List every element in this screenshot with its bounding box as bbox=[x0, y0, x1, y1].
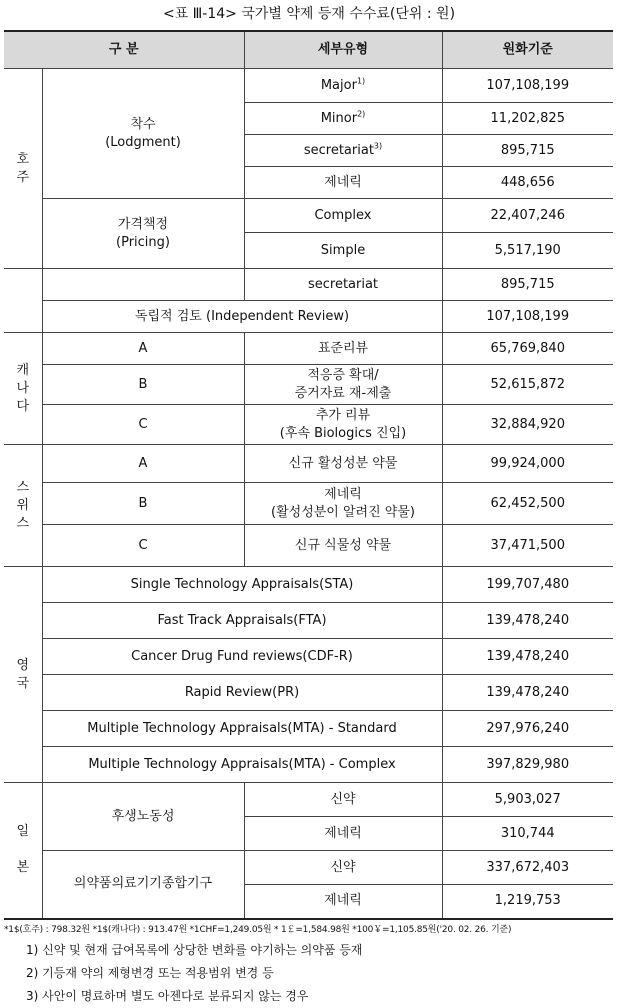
country-uk: 영 국 bbox=[4, 567, 42, 783]
value-cell: 448,656 bbox=[442, 167, 613, 199]
japan-pmda-label: 의약품의료기기종합기구 bbox=[42, 851, 244, 919]
fee-table bbox=[4, 30, 613, 920]
subtype-cell: 신약 bbox=[244, 783, 442, 817]
uk-appraisal-label: Multiple Technology Appraisals(MTA) - Standard bbox=[42, 711, 442, 747]
blank-cell bbox=[42, 269, 244, 301]
value-cell: 139,478,240 bbox=[442, 639, 613, 675]
subtype-cell: Minor$^{2)}$ bbox=[244, 103, 442, 135]
table-caption: <표 Ⅲ-14> 국가별 약제 등재 수수료(단위 : 원) bbox=[162, 6, 456, 22]
value-cell: 297,976,240 bbox=[442, 711, 613, 747]
uk-appraisal-label: Single Technology Appraisals(STA) bbox=[42, 567, 442, 603]
value-cell: 22,407,246 bbox=[442, 199, 613, 233]
subtype-cell: 신규 활성성분 약물 bbox=[244, 445, 442, 483]
subtype-cell: 신약 bbox=[244, 851, 442, 885]
value-cell: 895,715 bbox=[442, 135, 613, 167]
header-subtype: 세부유형 bbox=[244, 31, 442, 69]
header-krw: 원화기준 bbox=[442, 31, 613, 69]
country-canada: 캐 나 다 bbox=[4, 333, 42, 445]
value-cell: 11,202,825 bbox=[442, 103, 613, 135]
category-cell: A bbox=[42, 445, 244, 483]
value-cell: 62,452,500 bbox=[442, 483, 613, 525]
subtype-cell: 표준리뷰 bbox=[244, 333, 442, 365]
independent-review-label: 독립적 검토 (Independent Review) bbox=[42, 301, 442, 333]
country-blank bbox=[4, 269, 42, 333]
subtype-cell: secretariat$^{3)}$ bbox=[244, 135, 442, 167]
subtype-cell: Complex bbox=[244, 199, 442, 233]
subtype-cell: 추가 리뷰 (후속 Biologics 진입) bbox=[244, 405, 442, 445]
category-cell: C bbox=[42, 405, 244, 445]
category-cell: A bbox=[42, 333, 244, 365]
value-cell: 5,903,027 bbox=[442, 783, 613, 817]
value-cell: 65,769,840 bbox=[442, 333, 613, 365]
value-cell: 52,615,872 bbox=[442, 365, 613, 405]
australia-lodgment-label: 착수 (Lodgment) bbox=[42, 69, 244, 199]
subtype-cell: 제네릭 bbox=[244, 817, 442, 851]
value-cell: 5,517,190 bbox=[442, 233, 613, 269]
subtype-cell: 제네릭 bbox=[244, 885, 442, 919]
exchange-rate-note: *1$(호주) : 798.32원 *1$(캐나다) : 913.47원 *1CHF=1,249.05원 * 1￡=1,584.98원 *100￥=1,105.85원('20. 02. 26. 기준) bbox=[4, 925, 512, 935]
category-cell: B bbox=[42, 483, 244, 525]
value-cell: 397,829,980 bbox=[442, 747, 613, 783]
category-cell: B bbox=[42, 365, 244, 405]
country-japan: 일 본 bbox=[4, 783, 42, 919]
value-cell: 337,672,403 bbox=[442, 851, 613, 885]
uk-appraisal-label: Cancer Drug Fund reviews(CDF-R) bbox=[42, 639, 442, 675]
subtype-cell: 신규 식물성 약물 bbox=[244, 525, 442, 567]
header-category: 구 분 bbox=[4, 31, 244, 69]
value-cell: 37,471,500 bbox=[442, 525, 613, 567]
subtype-cell: 제네릭 (활성성분이 알려진 약물) bbox=[244, 483, 442, 525]
value-cell: 199,707,480 bbox=[442, 567, 613, 603]
footnote-1: 1) 신약 및 현재 급여목록에 상당한 변화를 야기하는 의약품 등재 bbox=[26, 943, 363, 957]
uk-appraisal-label: Multiple Technology Appraisals(MTA) - Complex bbox=[42, 747, 442, 783]
value-cell: 139,478,240 bbox=[442, 603, 613, 639]
country-australia: 호 주 bbox=[4, 69, 42, 269]
subtype-cell: secretariat bbox=[244, 269, 442, 301]
value-cell: 99,924,000 bbox=[442, 445, 613, 483]
notes bbox=[4, 922, 616, 1008]
subtype-cell: Simple bbox=[244, 233, 442, 269]
value-cell: 1,219,753 bbox=[442, 885, 613, 919]
australia-pricing-label: 가격책정 (Pricing) bbox=[42, 199, 244, 269]
footnote-2: 2) 기등재 약의 제형변경 또는 적용범위 변경 등 bbox=[26, 966, 274, 980]
category-cell: C bbox=[42, 525, 244, 567]
japan-mhlw-label: 후생노동성 bbox=[42, 783, 244, 851]
subtype-cell: Major$^{1)}$ bbox=[244, 69, 442, 103]
uk-appraisal-label: Fast Track Appraisals(FTA) bbox=[42, 603, 442, 639]
value-cell: 139,478,240 bbox=[442, 675, 613, 711]
uk-appraisal-label: Rapid Review(PR) bbox=[42, 675, 442, 711]
value-cell: 310,744 bbox=[442, 817, 613, 851]
value-cell: 32,884,920 bbox=[442, 405, 613, 445]
footnote-3: 3) 사안이 명료하며 별도 아젠다로 분류되지 않는 경우 bbox=[26, 989, 309, 1003]
value-cell: 107,108,199 bbox=[442, 69, 613, 103]
subtype-cell: 적응증 확대/ 증거자료 재-제출 bbox=[244, 365, 442, 405]
subtype-cell: 제네릭 bbox=[244, 167, 442, 199]
country-switzerland: 스 위 스 bbox=[4, 445, 42, 567]
value-cell: 895,715 bbox=[442, 269, 613, 301]
value-cell: 107,108,199 bbox=[442, 301, 613, 333]
